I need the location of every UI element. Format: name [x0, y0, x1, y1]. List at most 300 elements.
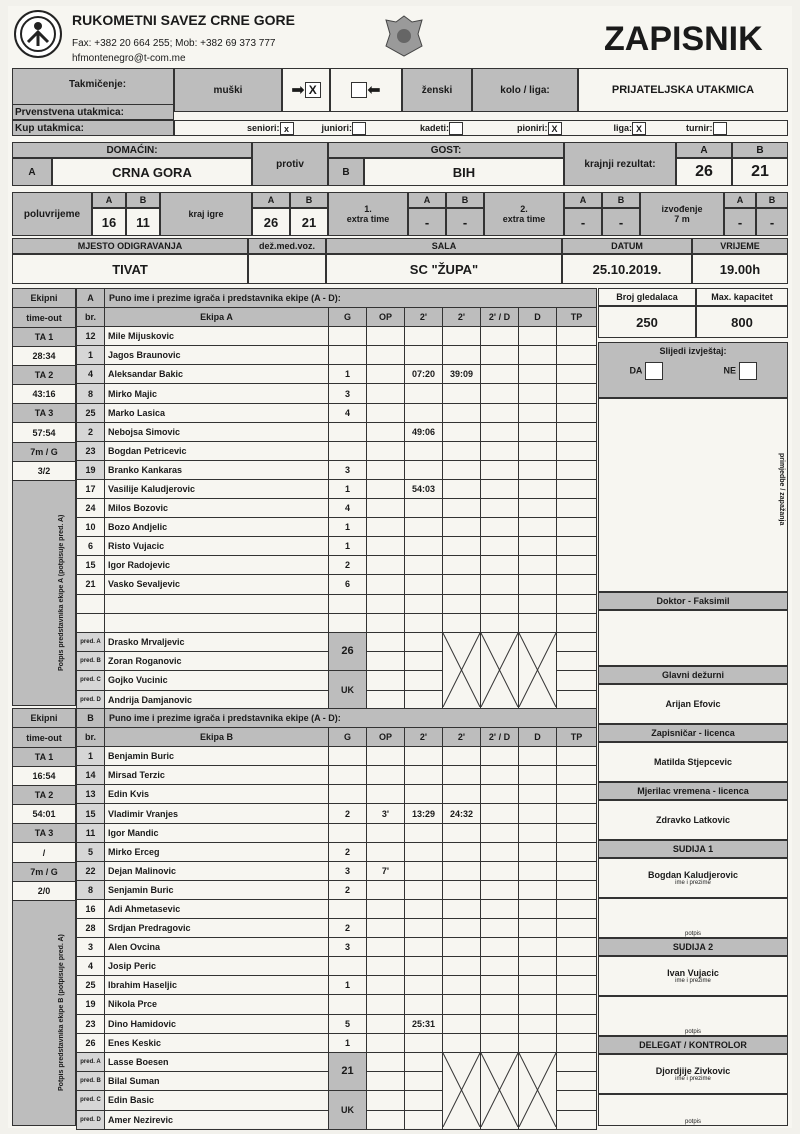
player-suspension-d[interactable]	[481, 995, 519, 1014]
player-suspension-2[interactable]	[443, 842, 481, 861]
player-tp[interactable]	[557, 957, 597, 976]
player-warning[interactable]	[367, 479, 405, 498]
player-suspension-2[interactable]	[443, 766, 481, 785]
player-tp[interactable]	[557, 327, 597, 346]
player-suspension-2[interactable]	[443, 479, 481, 498]
player-suspension-1[interactable]	[405, 499, 443, 518]
player-number[interactable]: 26	[77, 1033, 105, 1052]
player-goals[interactable]: 1	[329, 365, 367, 384]
official-suspension[interactable]	[405, 670, 443, 690]
player-disqualification[interactable]	[519, 575, 557, 594]
player-name[interactable]: Vasilije Kaludjerovic	[105, 479, 329, 498]
timeout-cell[interactable]: TA 3	[13, 824, 75, 843]
player-tp[interactable]	[557, 1033, 597, 1052]
player-suspension-d[interactable]	[481, 499, 519, 518]
player-tp[interactable]	[557, 823, 597, 842]
player-warning[interactable]	[367, 747, 405, 766]
player-name[interactable]: Nikola Prce	[105, 995, 329, 1014]
player-goals[interactable]	[329, 422, 367, 441]
player-disqualification[interactable]	[519, 938, 557, 957]
player-goals[interactable]: 2	[329, 919, 367, 938]
player-name[interactable]: Nebojsa Simovic	[105, 422, 329, 441]
player-suspension-d[interactable]	[481, 613, 519, 632]
player-number[interactable]: 17	[77, 479, 105, 498]
player-suspension-2[interactable]	[443, 441, 481, 460]
player-disqualification[interactable]	[519, 537, 557, 556]
player-warning[interactable]	[367, 785, 405, 804]
player-warning[interactable]	[367, 899, 405, 918]
player-name[interactable]: Adi Ahmetasevic	[105, 899, 329, 918]
zenski-checkbox[interactable]	[351, 82, 367, 98]
player-number[interactable]: 24	[77, 499, 105, 518]
player-name[interactable]: Enes Keskic	[105, 1033, 329, 1052]
player-number[interactable]	[77, 594, 105, 613]
player-name[interactable]: Alen Ovcina	[105, 938, 329, 957]
player-suspension-1[interactable]: 13:29	[405, 804, 443, 823]
dezurni-value[interactable]: Arijan Efovic	[665, 699, 721, 709]
player-number[interactable]: 13	[77, 785, 105, 804]
player-warning[interactable]	[367, 594, 405, 613]
player-goals[interactable]: 1	[329, 1033, 367, 1052]
player-disqualification[interactable]	[519, 1014, 557, 1033]
player-suspension-d[interactable]	[481, 556, 519, 575]
player-name[interactable]: Senjamin Buric	[105, 880, 329, 899]
player-suspension-d[interactable]	[481, 346, 519, 365]
official-disq[interactable]	[557, 1110, 597, 1129]
player-warning[interactable]	[367, 556, 405, 575]
player-suspension-2[interactable]	[443, 460, 481, 479]
player-disqualification[interactable]	[519, 899, 557, 918]
ne-checkbox[interactable]	[739, 362, 757, 380]
delegat-value[interactable]: Djordjije Zivkovic	[655, 1066, 731, 1076]
player-suspension-2[interactable]	[443, 1033, 481, 1052]
official-warning[interactable]	[367, 1052, 405, 1071]
player-suspension-d[interactable]	[481, 880, 519, 899]
player-tp[interactable]	[557, 899, 597, 918]
timeout-cell[interactable]: 3/2	[13, 462, 75, 481]
player-name[interactable]: Bozo Andjelic	[105, 518, 329, 537]
player-suspension-1[interactable]	[405, 823, 443, 842]
player-number[interactable]: 6	[77, 537, 105, 556]
team-total-goals[interactable]: 21	[329, 1052, 367, 1090]
player-suspension-1[interactable]	[405, 518, 443, 537]
player-disqualification[interactable]	[519, 327, 557, 346]
player-suspension-2[interactable]	[443, 976, 481, 995]
player-suspension-d[interactable]	[481, 804, 519, 823]
et2-score-a[interactable]: -	[580, 214, 586, 230]
player-suspension-2[interactable]	[443, 537, 481, 556]
mjerilac-value[interactable]: Zdravko Latkovic	[655, 815, 731, 825]
player-goals[interactable]: 6	[329, 575, 367, 594]
timeout-cell[interactable]: 2/0	[13, 882, 75, 901]
player-suspension-1[interactable]	[405, 919, 443, 938]
player-tp[interactable]	[557, 766, 597, 785]
player-disqualification[interactable]	[519, 403, 557, 422]
player-warning[interactable]	[367, 346, 405, 365]
final-score-b[interactable]: 21	[751, 163, 769, 180]
seniori-checkbox[interactable]: x	[280, 122, 294, 135]
player-suspension-2[interactable]	[443, 556, 481, 575]
player-number[interactable]: 21	[77, 575, 105, 594]
player-tp[interactable]	[557, 594, 597, 613]
halftime-score-a[interactable]: 16	[101, 214, 117, 230]
player-suspension-2[interactable]	[443, 880, 481, 899]
official-warning[interactable]	[367, 632, 405, 651]
player-goals[interactable]: 3	[329, 384, 367, 403]
player-suspension-1[interactable]	[405, 880, 443, 899]
player-disqualification[interactable]	[519, 460, 557, 479]
player-number[interactable]: 4	[77, 365, 105, 384]
player-suspension-d[interactable]	[481, 479, 519, 498]
player-name[interactable]: Mirko Erceg	[105, 842, 329, 861]
player-name[interactable]: Dino Hamidovic	[105, 1014, 329, 1033]
player-suspension-1[interactable]	[405, 327, 443, 346]
player-name[interactable]: Igor Radojevic	[105, 556, 329, 575]
player-suspension-2[interactable]	[443, 823, 481, 842]
player-disqualification[interactable]	[519, 995, 557, 1014]
mjesto-value[interactable]: TIVAT	[112, 261, 148, 277]
team-total-goals[interactable]: 26	[329, 632, 367, 670]
player-goals[interactable]: 2	[329, 556, 367, 575]
player-number[interactable]: 23	[77, 1014, 105, 1033]
official-name[interactable]: Gojko Vucinic	[105, 670, 329, 690]
player-tp[interactable]	[557, 995, 597, 1014]
player-suspension-1[interactable]	[405, 766, 443, 785]
timeout-cell[interactable]: 7m / G	[13, 443, 75, 462]
max-kapacitet-value[interactable]: 800	[731, 314, 753, 330]
player-goals[interactable]	[329, 346, 367, 365]
timeout-cell[interactable]: TA 2	[13, 786, 75, 805]
player-suspension-d[interactable]	[481, 1014, 519, 1033]
timeout-cell[interactable]: TA 2	[13, 366, 75, 385]
official-disq[interactable]	[557, 670, 597, 690]
player-goals[interactable]: 4	[329, 403, 367, 422]
player-goals[interactable]	[329, 899, 367, 918]
player-disqualification[interactable]	[519, 842, 557, 861]
player-suspension-1[interactable]	[405, 556, 443, 575]
player-suspension-2[interactable]	[443, 613, 481, 632]
player-suspension-d[interactable]	[481, 957, 519, 976]
player-disqualification[interactable]	[519, 919, 557, 938]
player-suspension-2[interactable]	[443, 919, 481, 938]
player-number[interactable]: 5	[77, 842, 105, 861]
player-suspension-2[interactable]	[443, 518, 481, 537]
player-suspension-1[interactable]	[405, 995, 443, 1014]
halftime-score-b[interactable]: 11	[136, 214, 150, 230]
official-warning[interactable]	[367, 690, 405, 709]
official-name[interactable]: Zoran Roganovic	[105, 651, 329, 670]
kolo-value[interactable]: PRIJATELJSKA UTAKMICA	[611, 84, 755, 96]
official-suspension[interactable]	[405, 1090, 443, 1110]
player-name[interactable]: Aleksandar Bakic	[105, 365, 329, 384]
primjedbe-area[interactable]	[598, 398, 788, 592]
player-tp[interactable]	[557, 785, 597, 804]
player-suspension-1[interactable]	[405, 384, 443, 403]
player-warning[interactable]	[367, 518, 405, 537]
player-goals[interactable]	[329, 441, 367, 460]
player-tp[interactable]	[557, 1014, 597, 1033]
et1-score-a[interactable]: -	[424, 214, 430, 230]
player-suspension-d[interactable]	[481, 327, 519, 346]
liga-checkbox[interactable]: X	[632, 122, 646, 135]
player-warning[interactable]	[367, 441, 405, 460]
player-disqualification[interactable]	[519, 422, 557, 441]
player-suspension-d[interactable]	[481, 976, 519, 995]
player-warning[interactable]	[367, 1014, 405, 1033]
player-number[interactable]: 22	[77, 861, 105, 880]
player-tp[interactable]	[557, 460, 597, 479]
official-suspension[interactable]	[405, 632, 443, 651]
player-suspension-1[interactable]: 07:20	[405, 365, 443, 384]
player-number[interactable]: 8	[77, 384, 105, 403]
official-suspension[interactable]	[405, 690, 443, 709]
player-warning[interactable]	[367, 957, 405, 976]
player-number[interactable]: 12	[77, 327, 105, 346]
player-disqualification[interactable]	[519, 861, 557, 880]
player-tp[interactable]	[557, 441, 597, 460]
et1-score-b[interactable]: -	[462, 214, 468, 230]
player-suspension-2[interactable]	[443, 403, 481, 422]
player-suspension-1[interactable]	[405, 842, 443, 861]
datum-value[interactable]: 25.10.2019.	[592, 261, 662, 277]
player-number[interactable]: 15	[77, 804, 105, 823]
player-tp[interactable]	[557, 346, 597, 365]
official-name[interactable]: Bilal Suman	[105, 1071, 329, 1090]
end-score-b[interactable]: 21	[301, 214, 317, 230]
timeout-cell[interactable]: 16:54	[13, 767, 75, 786]
player-suspension-1[interactable]: 54:03	[405, 479, 443, 498]
player-suspension-2[interactable]	[443, 861, 481, 880]
player-goals[interactable]	[329, 327, 367, 346]
player-name[interactable]: Marko Lasica	[105, 403, 329, 422]
player-tp[interactable]	[557, 919, 597, 938]
player-tp[interactable]	[557, 842, 597, 861]
player-name[interactable]: Dejan Malinovic	[105, 861, 329, 880]
player-name[interactable]: Risto Vujacic	[105, 537, 329, 556]
player-name[interactable]: Mile Mijuskovic	[105, 327, 329, 346]
player-disqualification[interactable]	[519, 766, 557, 785]
player-tp[interactable]	[557, 384, 597, 403]
timeout-cell[interactable]: 54:01	[13, 805, 75, 824]
player-goals[interactable]: 2	[329, 880, 367, 899]
player-goals[interactable]: 3	[329, 460, 367, 479]
player-goals[interactable]	[329, 957, 367, 976]
player-number[interactable]	[77, 613, 105, 632]
official-name[interactable]: Andrija Damjanovic	[105, 690, 329, 709]
player-number[interactable]: 15	[77, 556, 105, 575]
player-suspension-2[interactable]	[443, 422, 481, 441]
doktor-value[interactable]	[598, 610, 788, 666]
player-disqualification[interactable]	[519, 441, 557, 460]
player-disqualification[interactable]	[519, 613, 557, 632]
player-number[interactable]: 2	[77, 422, 105, 441]
player-suspension-1[interactable]	[405, 1033, 443, 1052]
official-warning[interactable]	[367, 1110, 405, 1129]
player-number[interactable]: 19	[77, 995, 105, 1014]
player-suspension-d[interactable]	[481, 861, 519, 880]
player-tp[interactable]	[557, 747, 597, 766]
sudija2-value[interactable]: Ivan Vujacic	[667, 968, 719, 978]
player-disqualification[interactable]	[519, 384, 557, 403]
player-tp[interactable]	[557, 938, 597, 957]
player-warning[interactable]	[367, 499, 405, 518]
player-warning[interactable]	[367, 938, 405, 957]
player-suspension-d[interactable]	[481, 899, 519, 918]
player-warning[interactable]	[367, 327, 405, 346]
player-warning[interactable]	[367, 422, 405, 441]
player-number[interactable]: 14	[77, 766, 105, 785]
player-suspension-1[interactable]	[405, 861, 443, 880]
player-suspension-2[interactable]	[443, 499, 481, 518]
official-disq[interactable]	[557, 1090, 597, 1110]
official-name[interactable]: Drasko Mrvaljevic	[105, 632, 329, 651]
player-warning[interactable]	[367, 460, 405, 479]
player-tp[interactable]	[557, 613, 597, 632]
player-goals[interactable]: 1	[329, 537, 367, 556]
player-number[interactable]: 25	[77, 976, 105, 995]
timeout-cell[interactable]: /	[13, 843, 75, 862]
player-disqualification[interactable]	[519, 804, 557, 823]
player-warning[interactable]	[367, 613, 405, 632]
player-suspension-1[interactable]	[405, 957, 443, 976]
player-disqualification[interactable]	[519, 346, 557, 365]
player-goals[interactable]: 2	[329, 804, 367, 823]
official-name[interactable]: Lasse Boesen	[105, 1052, 329, 1071]
player-suspension-d[interactable]	[481, 785, 519, 804]
player-suspension-1[interactable]	[405, 403, 443, 422]
official-warning[interactable]	[367, 670, 405, 690]
player-warning[interactable]	[367, 976, 405, 995]
player-suspension-1[interactable]	[405, 575, 443, 594]
player-suspension-2[interactable]	[443, 785, 481, 804]
official-disq[interactable]	[557, 690, 597, 709]
player-goals[interactable]: 2	[329, 842, 367, 861]
player-number[interactable]: 19	[77, 460, 105, 479]
player-suspension-d[interactable]	[481, 403, 519, 422]
official-disq[interactable]	[557, 1052, 597, 1071]
player-suspension-d[interactable]	[481, 537, 519, 556]
player-number[interactable]: 1	[77, 747, 105, 766]
player-warning[interactable]: 3'	[367, 804, 405, 823]
official-name[interactable]: Edin Basic	[105, 1090, 329, 1110]
player-suspension-d[interactable]	[481, 365, 519, 384]
player-goals[interactable]	[329, 613, 367, 632]
player-tp[interactable]	[557, 479, 597, 498]
player-suspension-d[interactable]	[481, 384, 519, 403]
player-suspension-d[interactable]	[481, 594, 519, 613]
player-disqualification[interactable]	[519, 785, 557, 804]
timeout-cell[interactable]: TA 3	[13, 404, 75, 423]
player-tp[interactable]	[557, 537, 597, 556]
official-name[interactable]: Amer Nezirevic	[105, 1110, 329, 1129]
player-warning[interactable]	[367, 842, 405, 861]
player-disqualification[interactable]	[519, 823, 557, 842]
player-number[interactable]: 28	[77, 919, 105, 938]
player-tp[interactable]	[557, 422, 597, 441]
player-suspension-2[interactable]	[443, 957, 481, 976]
player-disqualification[interactable]	[519, 1033, 557, 1052]
timeout-cell[interactable]: 28:34	[13, 347, 75, 366]
player-warning[interactable]	[367, 575, 405, 594]
player-number[interactable]: 10	[77, 518, 105, 537]
et2-score-b[interactable]: -	[618, 214, 624, 230]
player-name[interactable]: Igor Mandic	[105, 823, 329, 842]
player-suspension-2[interactable]	[443, 346, 481, 365]
player-suspension-1[interactable]	[405, 537, 443, 556]
official-suspension[interactable]	[405, 651, 443, 670]
player-name[interactable]: Mirsad Terzic	[105, 766, 329, 785]
player-disqualification[interactable]	[519, 556, 557, 575]
player-suspension-1[interactable]	[405, 613, 443, 632]
player-name[interactable]	[105, 613, 329, 632]
player-suspension-d[interactable]	[481, 919, 519, 938]
player-suspension-1[interactable]	[405, 976, 443, 995]
player-suspension-2[interactable]: 39:09	[443, 365, 481, 384]
player-warning[interactable]	[367, 823, 405, 842]
player-suspension-d[interactable]	[481, 938, 519, 957]
player-goals[interactable]	[329, 823, 367, 842]
player-tp[interactable]	[557, 499, 597, 518]
player-number[interactable]: 25	[77, 403, 105, 422]
official-suspension[interactable]	[405, 1052, 443, 1071]
player-tp[interactable]	[557, 556, 597, 575]
player-goals[interactable]	[329, 785, 367, 804]
player-suspension-2[interactable]	[443, 594, 481, 613]
juniori-checkbox[interactable]	[352, 122, 366, 135]
final-score-a[interactable]: 26	[695, 163, 713, 180]
player-warning[interactable]: 7'	[367, 861, 405, 880]
pen-score-b[interactable]: -	[769, 214, 775, 230]
player-disqualification[interactable]	[519, 518, 557, 537]
player-warning[interactable]	[367, 365, 405, 384]
player-disqualification[interactable]	[519, 365, 557, 384]
player-suspension-2[interactable]	[443, 1014, 481, 1033]
player-tp[interactable]	[557, 403, 597, 422]
player-name[interactable]: Benjamin Buric	[105, 747, 329, 766]
player-suspension-2[interactable]	[443, 384, 481, 403]
pen-score-a[interactable]: -	[737, 214, 743, 230]
player-tp[interactable]	[557, 804, 597, 823]
official-disq[interactable]	[557, 1071, 597, 1090]
official-suspension[interactable]	[405, 1110, 443, 1129]
player-number[interactable]: 8	[77, 880, 105, 899]
player-suspension-d[interactable]	[481, 575, 519, 594]
player-suspension-1[interactable]	[405, 899, 443, 918]
dez-value[interactable]	[248, 254, 326, 284]
player-goals[interactable]: 3	[329, 938, 367, 957]
official-suspension[interactable]	[405, 1071, 443, 1090]
player-goals[interactable]	[329, 594, 367, 613]
player-suspension-2[interactable]: 24:32	[443, 804, 481, 823]
official-warning[interactable]	[367, 1090, 405, 1110]
player-suspension-2[interactable]	[443, 575, 481, 594]
player-goals[interactable]: 3	[329, 861, 367, 880]
player-name[interactable]: Mirko Majic	[105, 384, 329, 403]
player-tp[interactable]	[557, 518, 597, 537]
player-suspension-2[interactable]	[443, 327, 481, 346]
official-disq[interactable]	[557, 651, 597, 670]
player-disqualification[interactable]	[519, 880, 557, 899]
player-suspension-1[interactable]: 25:31	[405, 1014, 443, 1033]
player-warning[interactable]	[367, 880, 405, 899]
player-number[interactable]: 11	[77, 823, 105, 842]
official-warning[interactable]	[367, 651, 405, 670]
player-goals[interactable]: 1	[329, 479, 367, 498]
timeout-cell[interactable]: TA 1	[13, 328, 75, 347]
player-disqualification[interactable]	[519, 479, 557, 498]
player-goals[interactable]: 1	[329, 518, 367, 537]
official-disq[interactable]	[557, 632, 597, 651]
